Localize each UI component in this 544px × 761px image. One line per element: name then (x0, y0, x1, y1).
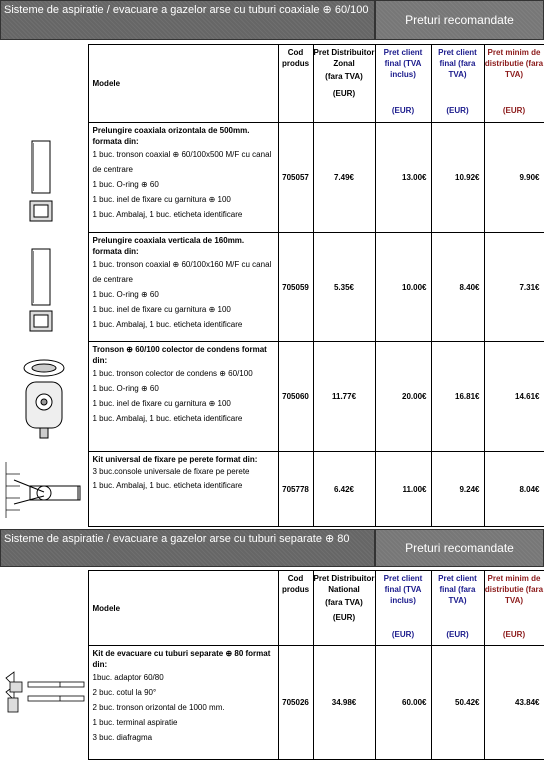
product-line: 1 buc. inel de fixare cu garnitura ⊕ 100 (92, 305, 231, 314)
pmin-eur: (EUR) (502, 106, 526, 115)
product-title: Tronson ⊕ 60/100 colector de condens format din: (92, 345, 267, 365)
product-description (88, 452, 278, 527)
product-title: Kit de evacuare cu tuburi separate ⊕ 80 format din: (92, 649, 271, 669)
pcf1-value: 10.00€ (375, 233, 431, 342)
section1-prices-title: Preturi recomandate (375, 0, 544, 40)
pcf1-value: 60.00€ (375, 646, 431, 760)
pcf2-eur: (EUR) (446, 630, 469, 639)
pcf2-header (431, 571, 484, 646)
section1-table (0, 44, 544, 527)
product-line: 1 buc. terminal aspiratie (92, 718, 178, 727)
pcf2-eur: (EUR) (446, 106, 469, 115)
product-line: 1buc. adaptor 60/80 (92, 673, 164, 682)
product-line: 1 buc. O-ring ⊕ 60 (92, 384, 159, 393)
product-image (0, 646, 88, 760)
table-row (0, 452, 544, 527)
product-code: 705778 (278, 452, 313, 527)
product-image (0, 123, 88, 233)
vertical-extension-pipe-icon (0, 233, 88, 340)
product-code: 705026 (278, 646, 313, 760)
table-row (0, 646, 544, 760)
product-line: 1 buc. Ambalaj, 1 buc. eticheta identificare (92, 481, 243, 490)
product-line: 1 buc. Ambalaj, 1 buc. eticheta identificare (92, 210, 243, 219)
pmin-value: 43.84€ (484, 646, 544, 760)
pmin-label: Pret minim de distributie (fara TVA) (484, 574, 544, 605)
section2-table (0, 570, 544, 760)
pcf1-label: Pret client final (TVA inclus) (383, 574, 423, 605)
condensate-collector-icon (0, 342, 88, 450)
product-title: Kit universal de fixare pe perete format din: (92, 455, 258, 464)
product-line: 1 buc. tronson coaxial ⊕ 60/100x500 M/F cu canal de centrare (92, 150, 272, 174)
product-description (88, 646, 278, 760)
product-line: 1 buc. inel de fixare cu garnitura ⊕ 100 (92, 399, 231, 408)
product-image (0, 342, 88, 452)
pret-distr-label: Pret Distribuitor National (313, 574, 375, 594)
product-line: 1 buc. O-ring ⊕ 60 (92, 180, 159, 189)
cod-header: Cod produs (278, 571, 313, 646)
pmin-eur: (EUR) (502, 630, 526, 639)
product-code: 705060 (278, 342, 313, 452)
product-image (0, 233, 88, 342)
pret-distr-value: 5.35€ (313, 233, 375, 342)
pcf2-value: 10.92€ (431, 123, 484, 233)
pcf2-value: 8.40€ (431, 233, 484, 342)
product-line: 2 buc. cotul la 90° (92, 688, 157, 697)
product-line: 1 buc. inel de fixare cu garnitura ⊕ 100 (92, 195, 231, 204)
table-header-row (0, 45, 544, 123)
pret-distr-header (313, 45, 375, 123)
product-title: Prelungire coaxiala orizontala de 500mm. formata din: (92, 126, 250, 146)
product-code: 705059 (278, 233, 313, 342)
wall-bracket-icon (0, 452, 88, 525)
pcf1-label: Pret client final (TVA inclus) (383, 48, 423, 79)
pcf2-header (431, 45, 484, 123)
section2-title: Sisteme de aspiratie / evacuare a gazelor arse cu tuburi separate ⊕ 80 (0, 529, 375, 567)
pcf1-header (375, 571, 431, 646)
product-title: Prelungire coaxiala verticala de 160mm. formata din: (92, 236, 245, 256)
product-line: 1 buc. Ambalaj, 1 buc. eticheta identificare (92, 414, 243, 423)
product-image (0, 452, 88, 527)
pmin-value: 7.31€ (484, 233, 544, 342)
pret-distr-tva: (fara TVA) (325, 598, 363, 607)
section2-prices-title: Preturi recomandate (375, 529, 544, 567)
product-line: 1 buc. tronson coaxial ⊕ 60/100x160 M/F cu canal de centrare (92, 260, 272, 284)
modele-header: Modele (88, 571, 278, 646)
separate-pipes-kit-icon (0, 646, 88, 758)
pret-distr-value: 34.98€ (313, 646, 375, 760)
product-description (88, 342, 278, 452)
pcf1-eur: (EUR) (391, 630, 415, 639)
pret-distr-header (313, 571, 375, 646)
pmin-header (484, 45, 544, 123)
horizontal-extension-pipe-icon (0, 123, 88, 231)
pmin-value: 9.90€ (484, 123, 544, 233)
table-row (0, 233, 544, 342)
pcf2-value: 16.81€ (431, 342, 484, 452)
pret-distr-value: 11.77€ (313, 342, 375, 452)
pret-distr-tva: (fara TVA) (325, 72, 363, 81)
table-row (0, 342, 544, 452)
pcf1-header (375, 45, 431, 123)
product-line: 3 buc.console universale de fixare pe perete (92, 467, 250, 476)
table-row (0, 123, 544, 233)
section1-title: Sisteme de aspiratie / evacuare a gazelor arse cu tuburi coaxiale ⊕ 60/100 (0, 0, 375, 40)
pret-distr-label: Pret Distribuitor Zonal (313, 48, 375, 68)
pmin-value: 8.04€ (484, 452, 544, 527)
pcf1-value: 11.00€ (375, 452, 431, 527)
pmin-value: 14.61€ (484, 342, 544, 452)
pmin-header (484, 571, 544, 646)
pcf1-value: 20.00€ (375, 342, 431, 452)
product-line: 1 buc. Ambalaj, 1 buc. eticheta identificare (92, 320, 243, 329)
table-header-row (0, 571, 544, 646)
pmin-label: Pret minim de distributie (fara TVA) (484, 48, 544, 79)
pcf2-label: Pret client final (fara TVA) (438, 574, 477, 605)
pcf2-value: 9.24€ (431, 452, 484, 527)
product-line: 1 buc. tronson colector de condens ⊕ 60/100 (92, 369, 253, 378)
pret-distr-eur: (EUR) (332, 613, 356, 622)
pret-distr-value: 6.42€ (313, 452, 375, 527)
product-description (88, 233, 278, 342)
pret-distr-eur: (EUR) (332, 89, 356, 98)
pcf1-value: 13.00€ (375, 123, 431, 233)
pcf2-value: 50.42€ (431, 646, 484, 760)
product-code: 705057 (278, 123, 313, 233)
pret-distr-value: 7.49€ (313, 123, 375, 233)
pcf1-eur: (EUR) (391, 106, 415, 115)
section2-header (0, 529, 544, 567)
product-description (88, 123, 278, 233)
pcf2-label: Pret client final (fara TVA) (438, 48, 477, 79)
modele-header: Modele (88, 45, 278, 123)
section1-header (0, 0, 544, 40)
product-line: 2 buc. tronson orizontal de 1000 mm. (92, 703, 225, 712)
product-line: 1 buc. O-ring ⊕ 60 (92, 290, 159, 299)
cod-header: Cod produs (278, 45, 313, 123)
product-line: 3 buc. diafragma (92, 733, 153, 742)
